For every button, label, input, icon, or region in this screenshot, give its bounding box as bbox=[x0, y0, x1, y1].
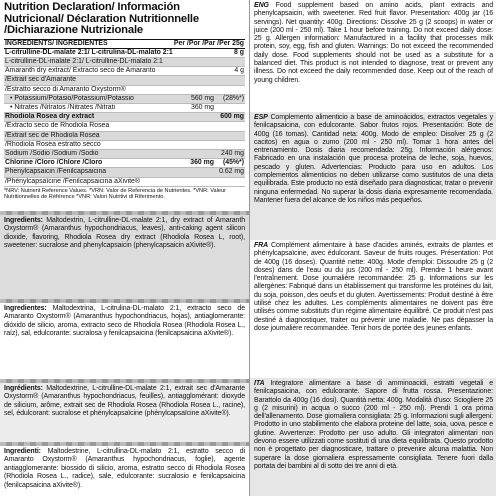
nutrition-title-line: Nutricional/ Déclaration Nutritionnelle bbox=[4, 12, 199, 25]
language-code: ENG bbox=[254, 2, 269, 9]
row-name: Phenylcapsaicin /Fenilcapsaicina bbox=[5, 168, 107, 176]
row-name: /Extracto seco de Rhodiola Rosea bbox=[5, 122, 110, 130]
table-row bbox=[4, 104, 245, 113]
ingredients-list: Maltodextrin, L-citrulline-DL-malate 2:1, dry extract of Amaranth Oxystorm® (Amaranthus hypochondriacus, leaves), anti-caking agent silicon dioxide, flavoring, Rhodiola Rosea dry extract (Rhodiola Rosea L, root), sweetener: sucralose and phenylcapsaicin (phenylcapsaicin aXivite®). bbox=[4, 217, 245, 250]
row-value: 240 mg bbox=[221, 149, 244, 157]
row-name: /Rhodiola Rosea estratto secco bbox=[5, 140, 101, 148]
row-name: Rhodiola Rosea dry extract bbox=[5, 113, 95, 121]
table-row bbox=[4, 178, 245, 187]
row-name: Sodium /Sodio /Sodium /Sodio bbox=[5, 149, 99, 157]
ingredients-spanish bbox=[0, 299, 249, 379]
ingredients-text bbox=[0, 446, 249, 492]
table-row bbox=[4, 86, 245, 95]
nutrition-title-line: Nutrition Declaration/ Información bbox=[4, 1, 180, 13]
row-name: /Extrait sec de Rhodiola Rosea bbox=[5, 131, 100, 139]
table-row bbox=[4, 132, 245, 141]
language-code: FRA bbox=[254, 242, 269, 249]
ingredients-label: Ingredienti: bbox=[4, 448, 41, 455]
table-row bbox=[4, 141, 245, 150]
row-value: 360 mg bbox=[190, 159, 214, 167]
table-row bbox=[4, 150, 245, 159]
nutrition-title bbox=[4, 2, 245, 37]
row-value: 360 mg bbox=[191, 103, 214, 111]
ingredients-text bbox=[0, 215, 249, 253]
row-value: 8 g bbox=[234, 48, 244, 56]
ingredients-label: Ingredientes: bbox=[4, 305, 47, 312]
header-per-serving: Per /Por /Par /Per 25g bbox=[173, 39, 244, 47]
row-nrv-percent: (28%*) bbox=[222, 94, 244, 102]
row-name: • Potassium/Potasio/Potassium/Potassio bbox=[10, 94, 134, 102]
table-row bbox=[4, 76, 245, 85]
label-section-italian bbox=[250, 378, 496, 496]
row-nrv-percent: (45%*) bbox=[222, 159, 244, 167]
table-row bbox=[4, 58, 245, 67]
header-ingredients: INGREDIENTS/ INGREDIENTES bbox=[5, 39, 108, 47]
label-section-english bbox=[250, 0, 496, 112]
nutrition-title-line: /Dichiarazione Nutrizionale bbox=[4, 24, 143, 36]
section-text: Food supplement based on amino acids, plant extracts and phenylcapsaicin, with sweetener. Red fruit flavor. Presentation: 400g jar (16 servings). Net quantity: 400g. Directions: Dissolve 25 g (2 scoops) in water or juice (200 ml - 250 ml). Take 1 hour before training. Do not exceed daily dose: 25 g. Allergen information: Manufactured in a facility that processes milk protein, soy, egg, fish and gluten. Warnings: Do not exceed the recommended daily dose. Food supplements should not be used as a substitute for a balanced diet. This product is not intended to diagnose, treat or prevent any illness. Do not exceed the daily recommended dose. Keep out of the reach of young children. bbox=[254, 2, 493, 84]
row-value: 4 g bbox=[234, 67, 244, 75]
row-name: L-citrulline-DL-malate 2:1/ L-citrulline-DL-malato 2:1 bbox=[5, 57, 163, 65]
row-value: 560 mg bbox=[191, 94, 214, 102]
row-value: 0.62 mg bbox=[219, 168, 244, 176]
row-name: L-citrulline-DL-malate 2:1/ L-citrulina-DL-malato 2:1 bbox=[5, 48, 173, 56]
nutrition-table-header bbox=[4, 40, 245, 49]
table-row bbox=[4, 67, 245, 76]
section-text: Integratore alimentare a base di amminoacidi, estratti vegetali e fenilcapsaicina, con edulcorante. Sapore di frutta rossa. Presentazione: Barattolo da 400g (16 dosi). Quantità netta: 400g. Modalità d'uso: Sciogliere 25 g (2 misurini) in acqua o succo (200 ml - 250 ml). Prendi 1 ora prima dell'allenamento. Dose giornaliera consigliata: 25 g. Informazioni sugli allergeni: Prodotto in uno stabilimento che elabora proteine del latte, soia, uova, pesce e glutine. Avvertenze: Prodotto per uso adulto. Gli integratori alimentari non devono essere utilizzati come sostituti di una dieta equilibrata. Questo prodotto non è progettato per diagnosticare, trattare o prevenire alcuna malattia. Non superare la dose giornaliera espressamente consigliata. Tenere fuori dalla portata dei bambini al di sotto dei tre anni di età. bbox=[254, 380, 493, 470]
ingredients-french bbox=[0, 379, 249, 442]
section-text: Complément alimentaire à base d'acides aminés, extraits de plantes et phénylcapsaïcine, avec édulcorant. Saveur de fruits rouges. Présentation: Pot de 400g (16 doses). Quantité nette: 400g. Mode d'emploi: Dissoudre 25 g (2 doses) dans de l'eau ou du jus (200 ml - 250 ml). Prendre 1 heure avant l'entraînement. Dose journalière recommandée: 25 g. Informations sur les allergènes: Fabriqué dans un établissement qui transforme les protéines du lait, du soja, poisson, des oeufs et du gluten. Avertissements: Produit destiné à être utilisé chez les adultes. Les compléments alimentaires ne doivent pas être utilisés comme substituts d'un régime alimentaire équilibré. Ce produit n'est pas destiné à diagnostiquer, traiter ou prévenir une maladie. Ne pas dépasser la dose journalière recommandée. Tenir hors de portée des jeunes enfants. bbox=[254, 242, 493, 332]
nutrition-table bbox=[4, 39, 245, 187]
ingredients-italian bbox=[0, 442, 249, 496]
language-code: ESP bbox=[254, 114, 268, 121]
right-column bbox=[249, 0, 496, 496]
ingredients-list: Maltodextrine, L-citrulline-DL-malate 2:1, extrait sec d'Amarante Oxystorm® (Amaranthus hypochondriacus, feuilles), antiagglomérant: dioxyde de silicium, arôme, extrait sec de Rhodiola Rosea (Rhodiola Rosea L., racine), sel, édulcorant: sucralose et phénylcapsaïcine (phénylcapsaïcine aXivite®). bbox=[4, 385, 245, 418]
table-row bbox=[4, 122, 245, 131]
label-section-spanish bbox=[250, 112, 496, 240]
ingredients-list: Maltodextrina, L-citrulina-DL-malato 2:1, extracto seco de Amaranto Oxystorm® (Amaranthus hypochondriacus, hojas), antiaglomerante: dióxido de silicio, aroma, extracto seco de Rhodiola Rosea (Rhodiola Rosea L., raíz), sal, edulcorante: sucralosa y fenilcapsaicina (fenilcapsaicina aXivite®). bbox=[4, 305, 245, 338]
row-name: /Extrait sec d'Amarante bbox=[5, 76, 77, 84]
row-name: Amaranth dry extract/ Extracto seco de Amaranto bbox=[5, 67, 156, 75]
table-row bbox=[4, 49, 245, 58]
table-row bbox=[4, 159, 245, 168]
ingredients-label: Ingredients: bbox=[4, 217, 43, 224]
row-name: /Phénylcapsaïcine /Fenilcapsaicina aXivite® bbox=[5, 177, 140, 185]
language-code: ITA bbox=[254, 380, 265, 387]
nutrition-declaration bbox=[0, 0, 249, 211]
section-text: Complemento alimenticio a base de aminoácidos, extractos vegetales y fenilcapsaicina, con edulcorante. Sabor frutos rojos. Presentación: Bote de 400g (16 tomas). Cantidad neta: 400g. Modo de empleo: Disolver 25 g (2 cacitos) en agua o zumo (200 ml - 250 ml). Tomar 1 hora antes del entrenamiento. Dosis diaria recomendada: 25g. Información alérgenos: Fabricado en una instalación que procesa proteína de leche, soja, huevos, pescado y gluten. Advertencias: Producto para uso en adultos. Los complementos alimenticios no deben utilizarse como sustitutos de una dieta equilibrada. Este producto no está diseñado para diagnosticar, tratar o prevenir ninguna enfermedad. No superar la dosis diaria expresamente recomendada. Mantener fuera del alcance de los niños más pequeños. bbox=[254, 114, 493, 204]
ingredients-text bbox=[0, 383, 249, 421]
ingredients-label: Ingrédients: bbox=[4, 385, 43, 392]
table-row bbox=[4, 95, 245, 104]
row-name: • Nitrates /Nitratos /Nitrates /Nitrati bbox=[10, 103, 116, 111]
table-row bbox=[4, 113, 245, 122]
ingredients-text bbox=[0, 303, 249, 341]
ingredients-english bbox=[0, 211, 249, 299]
row-name: Chlorine /Cloro /Chlore /Cloro bbox=[5, 159, 103, 167]
table-row bbox=[4, 168, 245, 177]
row-value: 600 mg bbox=[220, 113, 244, 121]
label-section-french bbox=[250, 240, 496, 378]
row-name: /Estratto secco di Amaranto Oxystorm® bbox=[5, 85, 126, 93]
nrv-footnote: *NRV: Nutrient Reference Values. *VRN: Valor de Referencia de Nutrientes. *VNR: Valeur Nutritionnelles de Référence *VNR: Valori Nutritivi di Riferimento. bbox=[4, 187, 226, 201]
ingredients-list: Maltodestrine, L-citrullina-DL-malato 2:1, estratto secco di Amaranto Oxystorm® (Amaranthus hypochondriacus, foglie), agente antiagglomerante: biossido di silicio, aroma, estratto secco di Rhodiola Rosea (Rhodiola Rosea L., radice), sale, edulcorante: sucralosio e fenilcapsaicina (fenilcapsaicina aXivite®). bbox=[4, 448, 245, 489]
